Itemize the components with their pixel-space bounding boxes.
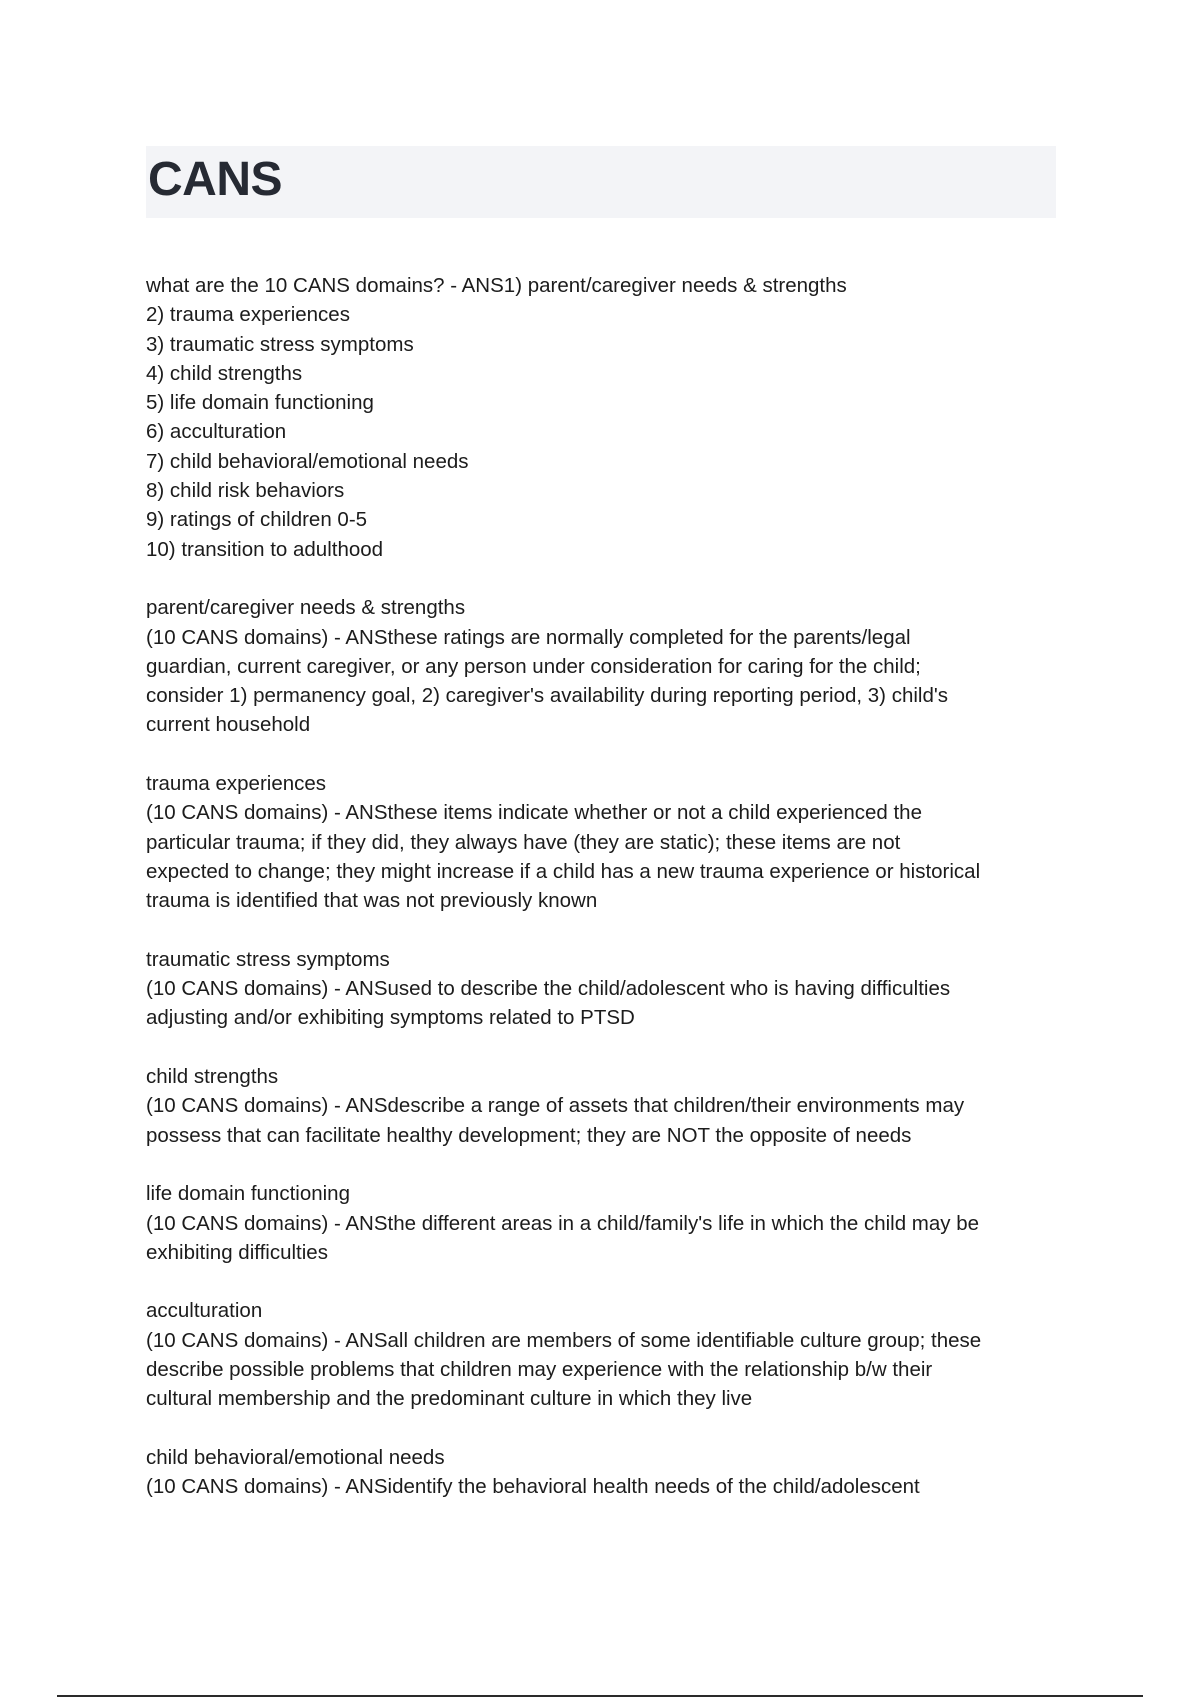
flashcard-text-line: (10 CANS domains) - ANSused to describe the child/adolescent who is having difficulties — [146, 977, 951, 1001]
flashcard-question-line: traumatic stress symptoms — [146, 947, 390, 971]
flashcard — [146, 1062, 1066, 1150]
flashcard-question-line: acculturation — [146, 1299, 263, 1323]
flashcard-list — [146, 271, 1066, 1531]
page-title: CANS — [148, 153, 283, 206]
flashcard-text-line: (10 CANS domains) - ANSthe different areas in a child/family's life in which the child may be — [146, 1211, 980, 1235]
flashcard — [146, 769, 1066, 915]
flashcard-text-line: guardian, current caregiver, or any person under consideration for caring for the child; — [146, 654, 921, 678]
flashcard-text-line: current household — [146, 713, 311, 737]
flashcard-text-line: 8) child risk behaviors — [146, 479, 345, 503]
flashcard-text-line: 9) ratings of children 0-5 — [146, 508, 368, 532]
flashcard-text-line: 4) child strengths — [146, 361, 303, 385]
flashcard-text-line: expected to change; they might increase if a child has a new trauma experience or historical — [146, 859, 981, 883]
flashcard-text-line: particular trauma; if they did, they always have (they are static); these items are not — [146, 830, 901, 854]
flashcard — [146, 271, 1066, 564]
flashcard-text-line: 2) trauma experiences — [146, 303, 350, 327]
flashcard-text-line: (10 CANS domains) - ANSthese items indicate whether or not a child experienced the — [146, 801, 922, 825]
flashcard-text-line: (10 CANS domains) - ANSdescribe a range of assets that children/their environments may — [146, 1094, 965, 1118]
flashcard — [146, 945, 1066, 1033]
flashcard-text-line: cultural membership and the predominant culture in which they live — [146, 1387, 753, 1411]
flashcard-question-line: parent/caregiver needs & strengths — [146, 596, 466, 620]
flashcard-text-line: describe possible problems that children may experience with the relationship b/w their — [146, 1357, 933, 1381]
flashcard-text-line: adjusting and/or exhibiting symptoms related to PTSD — [146, 1006, 635, 1030]
flashcard-text-line: 3) traumatic stress symptoms — [146, 332, 414, 356]
flashcard-question-line: child behavioral/emotional needs — [146, 1445, 445, 1469]
flashcard-text-line: trauma is identified that was not previously known — [146, 889, 598, 913]
flashcard-text-line: (10 CANS domains) - ANSall children are members of some identifiable culture group; these — [146, 1328, 982, 1352]
flashcard-text-line: 5) life domain functioning — [146, 391, 374, 415]
flashcard — [146, 1296, 1066, 1413]
flashcard-text-line: (10 CANS domains) - ANSthese ratings are normally completed for the parents/legal — [146, 625, 911, 649]
flashcard — [146, 1443, 1066, 1502]
flashcard-text-line: 7) child behavioral/emotional needs — [146, 449, 469, 473]
flashcard-text-line: 6) acculturation — [146, 420, 287, 444]
flashcard-question-line: child strengths — [146, 1065, 279, 1089]
flashcard-text-line: (10 CANS domains) - ANSidentify the behavioral health needs of the child/adolescent — [146, 1475, 920, 1499]
flashcard-question-line: life domain functioning — [146, 1182, 350, 1206]
title-bar — [146, 146, 1056, 218]
flashcard-text-line: possess that can facilitate healthy development; they are NOT the opposite of needs — [146, 1123, 912, 1147]
flashcard-text-line: 10) transition to adulthood — [146, 537, 384, 561]
flashcard-text-line: exhibiting difficulties — [146, 1240, 328, 1264]
flashcard-text-line: consider 1) permanency goal, 2) caregiver's availability during reporting period, 3) child's — [146, 684, 949, 708]
flashcard — [146, 1179, 1066, 1267]
footer-divider — [57, 1695, 1143, 1697]
flashcard — [146, 593, 1066, 739]
flashcard-question-line: what are the 10 CANS domains? - ANS1) parent/caregiver needs & strengths — [146, 274, 847, 297]
flashcard-question-line: trauma experiences — [146, 772, 327, 796]
